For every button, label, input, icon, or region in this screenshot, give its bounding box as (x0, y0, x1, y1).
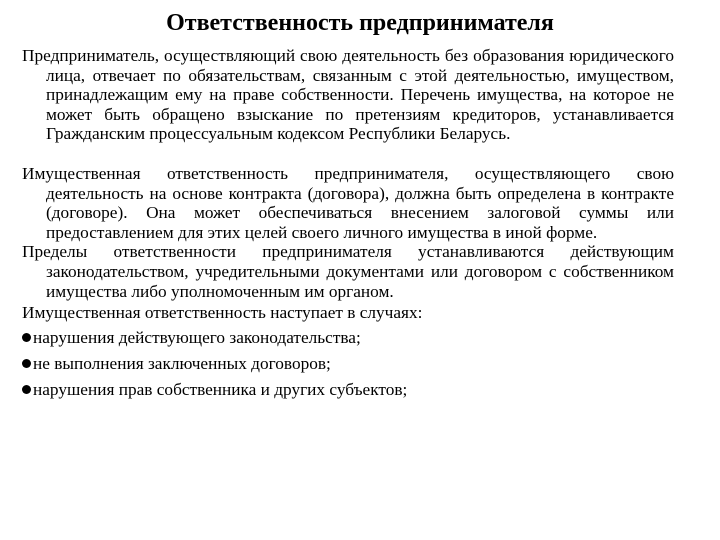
list-item-text: нарушения действующего законодательства; (33, 328, 361, 348)
list-intro: Имущественная ответственность наступает в случаях: (22, 303, 423, 323)
bullet-dot-icon (22, 359, 31, 368)
slide-content (22, 46, 674, 403)
list-item-text: нарушения прав собственника и других субъектов; (33, 380, 408, 400)
slide-title: Ответственность предпринимателя (166, 10, 554, 36)
bullet-dot-icon (22, 385, 31, 394)
list-item-text: не выполнения заключенных договоров; (33, 354, 331, 374)
bullet-dot-icon (22, 333, 31, 342)
paragraph-contract-liability: Имущественная ответственность предпринимателя, осуществляющего свою деятельность на основе контракта (договора), должна быть определена в контракте (договоре). Она может обеспечиваться внесением залоговой суммы или предоставлением для этих целей своего личного имущества в иной форме. (22, 163, 674, 242)
list-item (22, 351, 674, 377)
paragraph-gap (22, 144, 674, 164)
list-item (22, 377, 674, 403)
list-item (22, 325, 674, 351)
paragraph-liability-limits: Пределы ответственности предпринимателя устанавливаются действующим законодательством, учредительными документами или договором с собственником имущества либо уполномоченным им органом. (22, 242, 674, 301)
liability-cases-list (22, 325, 674, 403)
paragraph-individual-liability: Предприниматель, осуществляющий свою деятельность без образования юридического лица, отвечает по обязательствам, связанным с этой деятельностью, имуществом, принадлежащим ему на праве собственности. Перечень имущества, на которое не может быть обращено взыскание по претензиям кредиторов, устанавливается Гражданским процессуальным кодексом Республики Беларусь. (22, 46, 674, 144)
